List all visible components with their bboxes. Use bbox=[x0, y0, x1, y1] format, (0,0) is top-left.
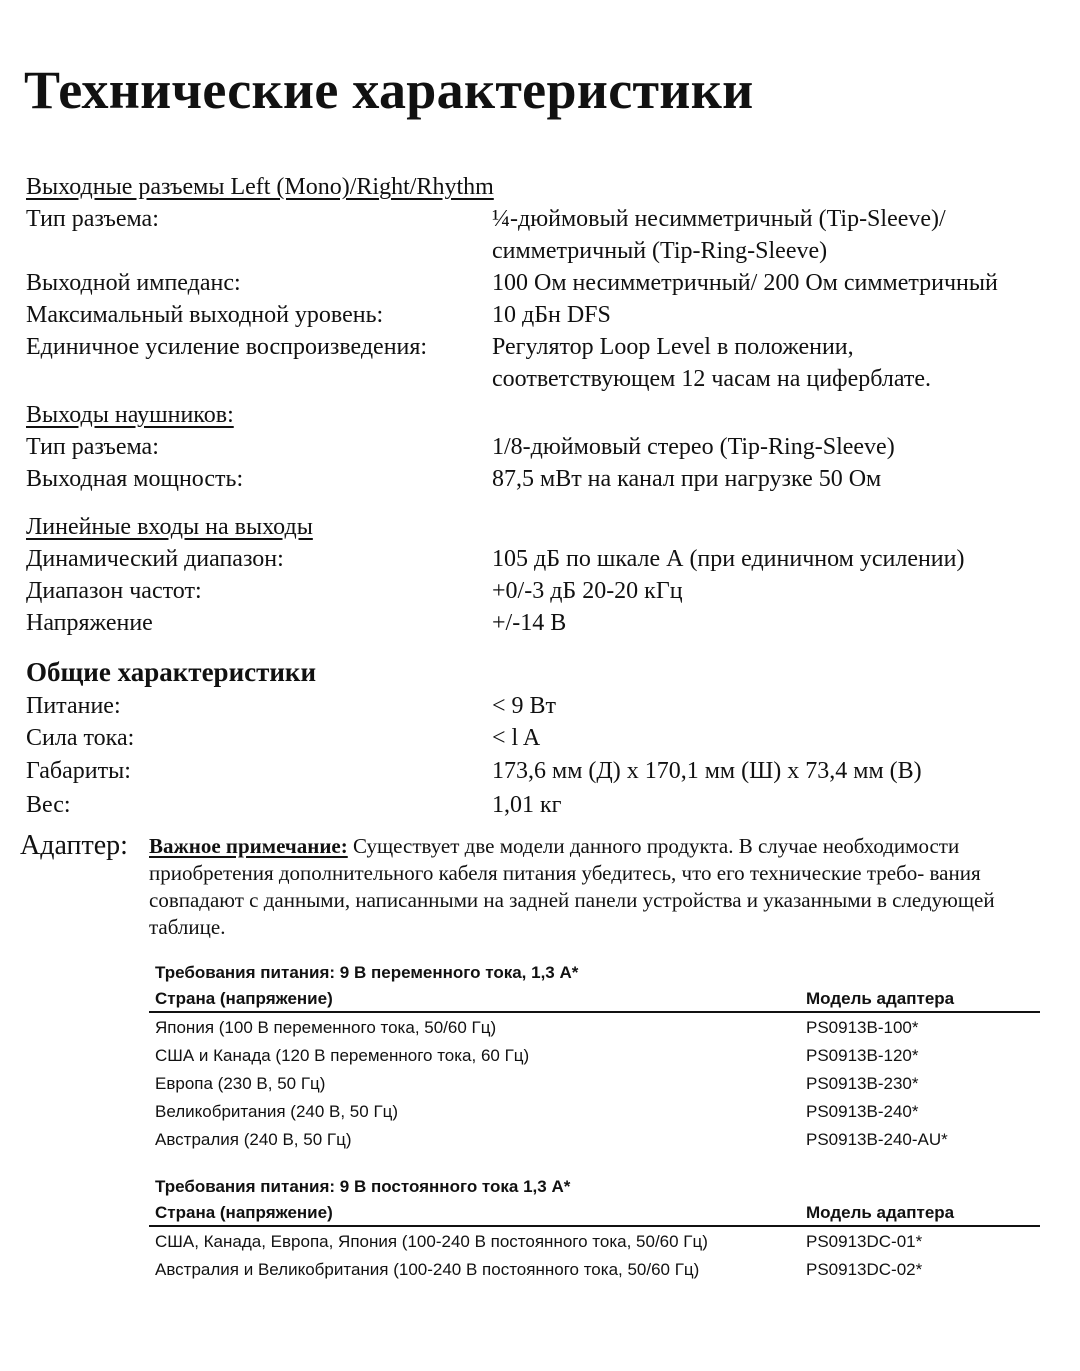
country-cell: Япония (100 В переменного тока, 50/60 Гц) bbox=[155, 1018, 497, 1037]
important-note bbox=[149, 833, 1029, 941]
spec-value: ¼-дюймовый несимметричный (Tip-Sleeve)/ bbox=[492, 206, 946, 232]
table-title: Требования питания: 9 В постоянного тока 1,3 А* bbox=[155, 1177, 571, 1196]
country-cell: США, Канада, Европа, Япония (100-240 В постоянного тока, 50/60 Гц) bbox=[155, 1232, 708, 1251]
note-text: Существует две модели данного продукта. В случае необходимости приобретения дополнительного кабеля питания убедитесь, что его технические требо- вания совпадают с данными, написанными на задней панели устройства и указанными в следующей таблице. bbox=[149, 834, 995, 939]
column-header-country: Страна (напряжение) bbox=[155, 989, 333, 1008]
column-header-model: Модель адаптера bbox=[806, 1203, 955, 1222]
model-cell: PS0913B-230* bbox=[806, 1074, 919, 1093]
table-header bbox=[149, 1203, 1040, 1227]
spec-label: Сила тока: bbox=[26, 725, 135, 751]
spec-value: 105 дБ по шкале А (при единичном усилении) bbox=[492, 546, 965, 572]
spec-label: Выходная мощность: bbox=[26, 466, 244, 492]
spec-value: +/-14 В bbox=[492, 610, 567, 636]
spec-value: < 9 Вт bbox=[492, 693, 557, 719]
table-header bbox=[149, 989, 1040, 1013]
spec-value: Регулятор Loop Level в положении, bbox=[492, 334, 854, 360]
spec-value: 1,01 кг bbox=[492, 792, 562, 818]
table-row bbox=[149, 1102, 1040, 1130]
general-heading: Общие характеристики bbox=[26, 657, 317, 687]
model-cell: PS0913B-240* bbox=[806, 1102, 919, 1121]
model-cell: PS0913B-240-AU* bbox=[806, 1130, 948, 1149]
spec-label: Питание: bbox=[26, 693, 121, 719]
spec-value: 173,6 мм (Д) x 170,1 мм (Ш) x 73,4 мм (В) bbox=[492, 758, 922, 784]
model-cell: PS0913B-120* bbox=[806, 1046, 919, 1065]
spec-value: симметричный (Tip-Ring-Sleeve) bbox=[492, 238, 828, 264]
table-row bbox=[149, 1260, 1040, 1288]
country-cell: Австралия и Великобритания (100-240 В постоянного тока, 50/60 Гц) bbox=[155, 1260, 700, 1279]
model-cell: PS0913B-100* bbox=[806, 1018, 919, 1037]
column-header-country: Страна (напряжение) bbox=[155, 1203, 333, 1222]
table-row bbox=[149, 1232, 1040, 1260]
country-cell: Европа (230 В, 50 Гц) bbox=[155, 1074, 326, 1093]
country-cell: Австралия (240 В, 50 Гц) bbox=[155, 1130, 352, 1149]
spec-label: Тип разъема: bbox=[26, 206, 159, 232]
adapter-label: Адаптер: bbox=[20, 830, 128, 861]
spec-label: Динамический диапазон: bbox=[26, 546, 284, 572]
spec-value: 10 дБн DFS bbox=[492, 302, 611, 328]
table-row bbox=[149, 1074, 1040, 1102]
country-cell: Великобритания (240 В, 50 Гц) bbox=[155, 1102, 399, 1121]
outputs-heading: Выходные разъемы Left (Mono)/Right/Rhythm bbox=[26, 174, 494, 200]
model-cell: PS0913DC-01* bbox=[806, 1232, 923, 1251]
table-row bbox=[149, 1130, 1040, 1158]
table-row bbox=[149, 1046, 1040, 1074]
model-cell: PS0913DC-02* bbox=[806, 1260, 923, 1279]
spec-label: Выходной импеданс: bbox=[26, 270, 241, 296]
column-header-model: Модель адаптера bbox=[806, 989, 955, 1008]
spec-value: < l A bbox=[492, 725, 541, 751]
table-title: Требования питания: 9 В переменного тока, 1,3 А* bbox=[155, 963, 579, 982]
note-key: Важное примечание: bbox=[149, 834, 348, 858]
spec-label: Напряжение bbox=[26, 610, 153, 636]
spec-value: 87,5 мВт на канал при нагрузке 50 Ом bbox=[492, 466, 882, 492]
spec-value: 100 Ом несимметричный/ 200 Ом симметричный bbox=[492, 270, 998, 296]
spec-value: +0/-3 дБ 20-20 кГц bbox=[492, 578, 683, 604]
spec-label: Габариты: bbox=[26, 758, 131, 784]
spec-label: Диапазон частот: bbox=[26, 578, 202, 604]
spec-value: 1/8-дюймовый стерео (Tip-Ring-Sleeve) bbox=[492, 434, 895, 460]
headphones-heading: Выходы наушников: bbox=[26, 402, 234, 428]
spec-label: Максимальный выходной уровень: bbox=[26, 302, 384, 328]
spec-label: Вес: bbox=[26, 792, 71, 818]
table-row bbox=[149, 1018, 1040, 1046]
spec-label: Единичное усиление воспроизведения: bbox=[26, 334, 428, 360]
country-cell: США и Канада (120 В переменного тока, 60 Гц) bbox=[155, 1046, 530, 1065]
spec-value: соответствующем 12 часам на циферблате. bbox=[492, 366, 932, 392]
spec-label: Тип разъема: bbox=[26, 434, 159, 460]
page-title: Технические характеристики bbox=[24, 60, 754, 120]
line-heading: Линейные входы на выходы bbox=[26, 514, 313, 540]
